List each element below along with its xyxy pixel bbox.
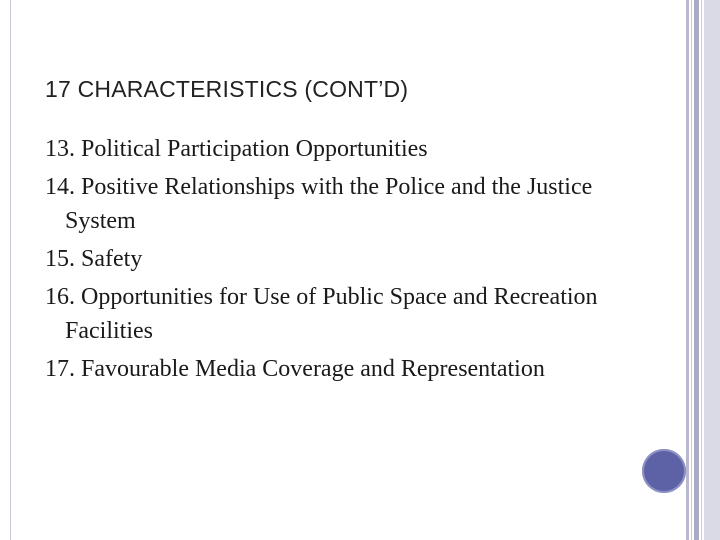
slide-title: 17 CHARACTERISTICS (CONT’D) <box>45 76 409 102</box>
list-item: 13. Political Participation Opportunities <box>45 136 428 162</box>
list-item: 17. Favourable Media Coverage and Representation <box>45 356 545 382</box>
left-divider-line <box>10 0 11 540</box>
list-item: 14. Positive Relationships with the Police and the Justice System <box>45 174 593 234</box>
characteristics-list <box>45 132 665 390</box>
stripe <box>694 0 699 540</box>
list-item: 15. Safety <box>45 246 143 272</box>
decorative-stripes <box>686 0 720 540</box>
stripe <box>701 0 702 540</box>
stripe <box>704 0 720 540</box>
stripe <box>691 0 692 540</box>
list-item: 16. Opportunities for Use of Public Space and Recreation Facilities <box>45 284 598 344</box>
stripe <box>686 0 689 540</box>
decorative-circle <box>642 449 686 493</box>
